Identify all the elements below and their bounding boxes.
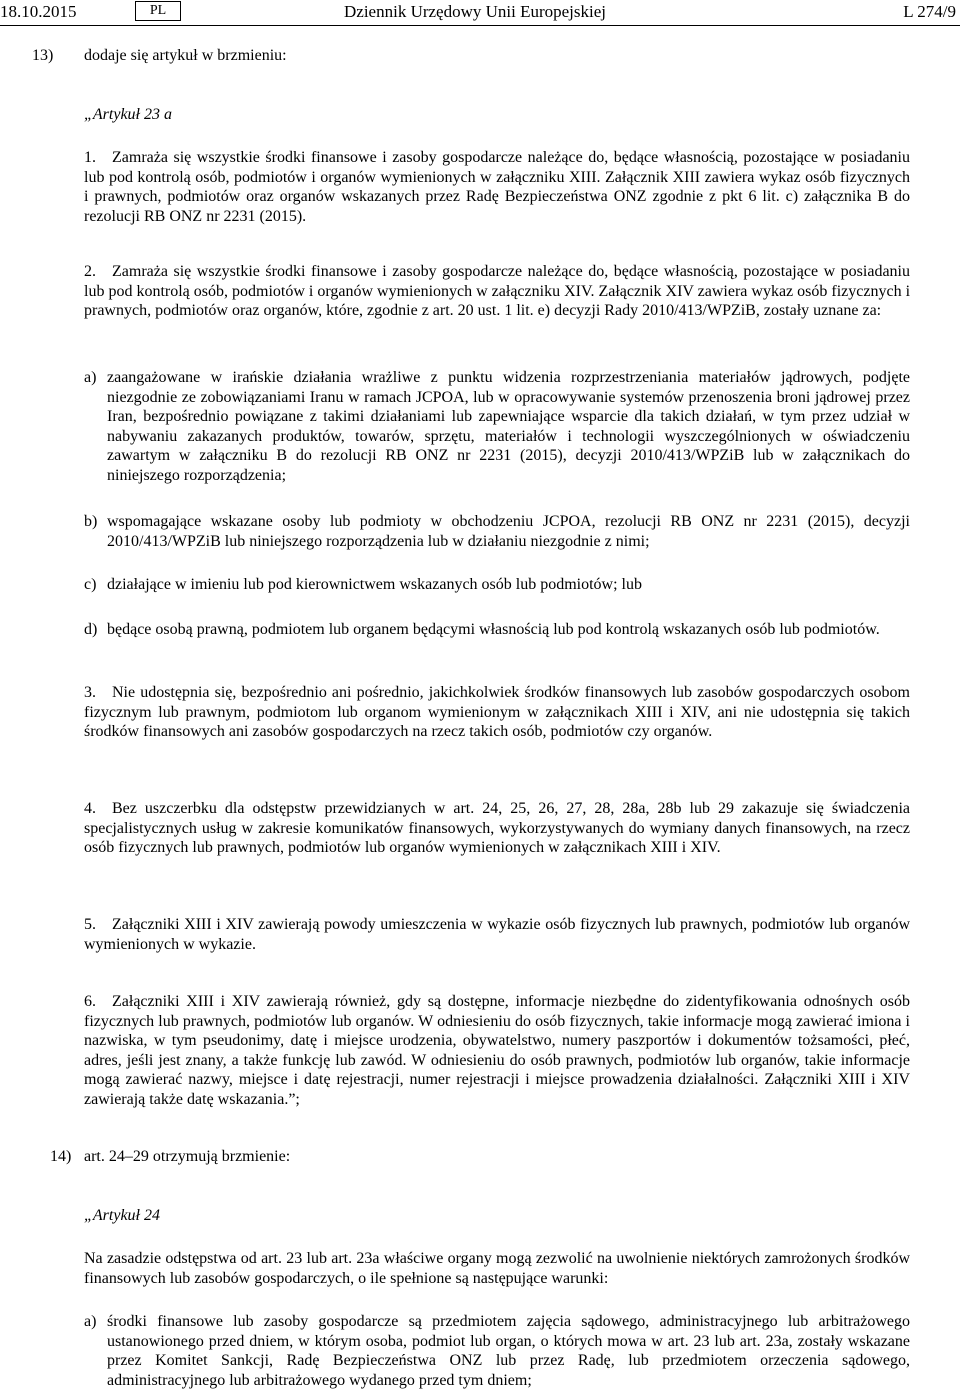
article-23a-paragraph-5: 5. Załączniki XIII i XIV zawierają powody umieszczenia w wykazie osób fizycznych lub prawnych, podmiotów lub organów wymienionych w wykazie.	[84, 916, 910, 953]
article-24-intro: Na zasadzie odstępstwa od art. 23 lub art. 23a właściwe organy mogą zezwolić na uwolnienie niektórych zamrożonych środków finansowych lub zasobów gospodarczych, o ile spełnione są następujące warunki:	[84, 1250, 910, 1287]
item-14-number: 14)	[50, 1148, 72, 1165]
list-item-d-text: będące osobą prawną, podmiotem lub organem będącymi własnością lub pod kontrolą wskazanych osób lub podmiotów.	[107, 621, 880, 638]
list-item-a-text: zaangażowane w irańskie działania wrażliwe z punktu widzenia rozprzestrzeniania materiałów jądrowych, podjęte niezgodnie ze zobowiązaniami Iranu w ramach JCPOA, lub w opracowywanie systemów przenoszenia broni jądrowej przez Iran, bezpośrednio powiązane z takimi działaniami lub zapewniające wsparcie dla takich działań, w tym przez udział w nabywaniu zakazanych produktów, towarów, sprzętu, materiałów i technologii wyszczególnionych w oświadczeniu zawartym w załączniku B do rezolucji RB ONZ nr 2231 (2015), decyzji 2010/413/WPZiB lub w załącznikach do niniejszego rozporządzenia;	[107, 369, 910, 484]
item-14-text: art. 24–29 otrzymują brzmienie:	[84, 1148, 291, 1165]
header-rule	[0, 25, 960, 26]
list-item-b-label: b)	[84, 513, 98, 530]
page-reference: L 274/9	[903, 2, 956, 21]
article-23a-paragraph-2: 2. Zamraża się wszystkie środki finansowe i zasoby gospodarcze należące do, będące własnością, pozostające w posiadaniu lub pod kontrolą osób, podmiotów i organów wymienionych w załączniku XIV. Załącznik XIV zawiera wykaz osób fizycznych i prawnych, podmiotów oraz organów, które, zgodnie z art. 20 ust. 1 lit. e) decyzji Rady 2010/413/WPZiB, zostały uznane za:	[84, 263, 911, 320]
article-23a-paragraph-4: 4. Bez uszczerbku dla odstępstw przewidzianych w art. 24, 25, 26, 27, 28, 28a, 28b lub 29 zakazuje się świadczenia specjalistycznych usług w zakresie komunikatów finansowych, wykorzystywanych do wymiany danych finansowych, na rzecz osób fizycznych lub prawnych, podmiotów lub organów wymienionych w załącznikach XIII i XIV.	[84, 800, 910, 857]
item-13-text: dodaje się artykuł w brzmieniu:	[84, 47, 287, 64]
list-item-d-label: d)	[84, 621, 98, 638]
article-23a-heading: „Artykuł 23 a	[84, 106, 172, 123]
journal-header	[0, 0, 960, 28]
journal-title: Dziennik Urzędowy Unii Europejskiej	[344, 2, 607, 21]
list-item-b-text: wspomagające wskazane osoby lub podmioty w obchodzeniu JCPOA, rezolucji RB ONZ nr 2231 (2015), decyzji 2010/413/WPZiB lub niniejszego rozporządzenia lub w działaniu niezgodnie z nimi;	[107, 513, 910, 550]
header-date: 18.10.2015	[0, 2, 77, 21]
list-item-a-label: a)	[84, 369, 97, 386]
article-23a-paragraph-6: 6. Załączniki XIII i XIV zawierają również, gdy są dostępne, informacje niezbędne do zidentyfikowania odnośnych osób fizycznych lub prawnych, podmiotów lub organów. W odniesieniu do osób fizycznych, takie informacje mogą zawierać imiona i nazwiska, w tym pseudonimy, datę i miejsce urodzenia, obywatelstwo, numery paszportów i dokumentów tożsamości, płeć, adres, jeśli jest znany, a także funkcję lub zawód. W odniesieniu do osób prawnych, podmiotów lub organów, takie informacje mogą zawierać nazwy, miejsce i datę rejestracji, numer rejestracji i miejsce prowadzenia działalności. Załączniki XIII i XIV zawierają także datę wskazania.”;	[84, 993, 910, 1108]
language-badge: PL	[135, 1, 181, 21]
article-23a-paragraph-3: 3. Nie udostępnia się, bezpośrednio ani pośrednio, jakichkolwiek środków finansowych lub zasobów gospodarczych osobom fizycznym lub prawnym, podmiotom lub organom wymienionym w załącznikach XIII i XIV, ani nie udostępnia się takich środków finansowych ani zasobów gospodarczych na rzecz takich osób, podmiotów czy organów.	[84, 684, 910, 741]
article-24-item-a-text: środki finansowe lub zasoby gospodarcze są przedmiotem zajęcia sądowego, administracyjnego lub arbitrażowego ustanowionego przed dniem, w którym osoba, podmiot lub organ, o których mowa w art. 23 lub art. 23a, zostały wskazane przez Komitet Sankcji, Radę Bezpieczeństwa ONZ lub przez Radę, lub przedmiotem orzeczenia sądowego, administracyjnego lub arbitrażowego wydanego przed tym dniem;	[107, 1313, 910, 1389]
item-13-number: 13)	[32, 47, 54, 64]
list-item-c-text: działające w imieniu lub pod kierownictwem wskazanych osób lub podmiotów; lub	[107, 576, 642, 593]
list-item-c-label: c)	[84, 576, 97, 593]
article-23a-paragraph-1: 1. Zamraża się wszystkie środki finansowe i zasoby gospodarcze należące do, będące własnością, pozostające w posiadaniu lub pod kontrolą osób, podmiotów i organów wymienionych w załączniku XIII. Załącznik XIII zawiera wykaz osób fizycznych i prawnych, podmiotów oraz organów wskazanych przez Radę Bezpieczeństwa ONZ zgodnie z pkt 6 lit. c) załącznika B do rezolucji RB ONZ nr 2231 (2015).	[84, 149, 910, 225]
article-24-item-a-label: a)	[84, 1313, 97, 1330]
article-24-heading: „Artykuł 24	[84, 1207, 160, 1224]
